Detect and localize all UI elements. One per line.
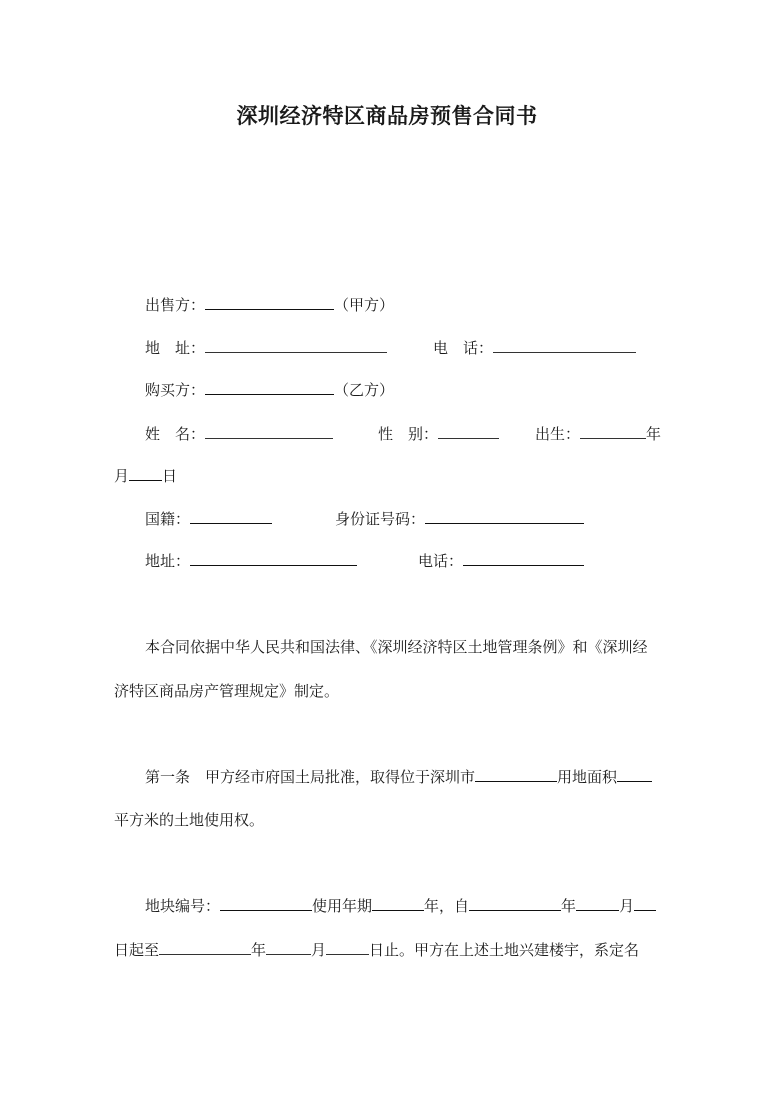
buyer-gender-label: 性 别： (378, 425, 439, 443)
buyer-phone-row (418, 551, 584, 571)
seller-phone-label: 电 话： (433, 339, 494, 357)
buyer-gender-row (378, 424, 499, 444)
buyer-birth-row (535, 424, 661, 444)
buyer-label: 购买方： (145, 381, 206, 399)
seller-address-row (145, 338, 387, 358)
plot-line-2 (114, 940, 639, 960)
nationality-row (145, 509, 272, 529)
birth-month-char: 月 (114, 467, 130, 485)
start-day-field[interactable] (634, 896, 656, 911)
day-end-text: 日止。甲方在上述土地兴建楼宇，系定名 (369, 941, 640, 959)
id-label: 身份证号码： (335, 510, 426, 528)
seller-phone-field[interactable] (493, 338, 636, 353)
buyer-name-label: 姓 名： (145, 425, 206, 443)
preamble-line-1: 本合同依据中华人民共和国法律、《深圳经济特区土地管理条例》和《深圳经 (145, 638, 648, 656)
buyer-gender-field[interactable] (438, 424, 499, 439)
article1-text-1: 第一条 甲方经市府国土局批准，取得位于深圳市 (145, 768, 476, 786)
plot-label: 地块编号： (145, 897, 221, 915)
day-start-text: 日起至 (114, 941, 160, 959)
year-from-text: 年，自 (424, 897, 470, 915)
land-location-field[interactable] (475, 767, 557, 782)
start-month-char: 月 (619, 897, 635, 915)
buyer-phone-field[interactable] (463, 551, 584, 566)
end-year-char: 年 (251, 941, 267, 959)
end-year-field[interactable] (159, 940, 251, 955)
birth-day-char: 日 (162, 467, 178, 485)
seller-name-field[interactable] (205, 295, 334, 310)
seller-row (145, 295, 394, 315)
land-area-field[interactable] (617, 767, 652, 782)
seller-party-note: （甲方） (334, 296, 395, 314)
article1-line-2: 平方米的土地使用权。 (114, 811, 265, 829)
document-title: 深圳经济特区商品房预售合同书 (236, 104, 538, 128)
id-row (335, 509, 584, 529)
use-years-field[interactable] (372, 896, 424, 911)
start-year-field[interactable] (469, 896, 561, 911)
buyer-birth-label: 出生： (535, 425, 581, 443)
nationality-label: 国籍： (145, 510, 191, 528)
nationality-field[interactable] (190, 509, 272, 524)
buyer-address-field[interactable] (190, 551, 357, 566)
seller-label: 出售方： (145, 296, 206, 314)
birth-year-field[interactable] (580, 424, 646, 439)
buyer-name-field[interactable] (205, 380, 334, 395)
end-month-char: 月 (311, 941, 327, 959)
buyer-fullname-field[interactable] (205, 424, 333, 439)
buyer-address-row (145, 551, 357, 571)
use-period-label: 使用年期 (312, 897, 373, 915)
buyer-name-row (145, 424, 333, 444)
start-year-char: 年 (561, 897, 577, 915)
start-month-field[interactable] (576, 896, 619, 911)
seller-phone-row (433, 338, 636, 358)
buyer-party-note: （乙方） (334, 381, 395, 399)
buyer-phone-label: 电话： (418, 552, 464, 570)
id-number-field[interactable] (425, 509, 584, 524)
buyer-birth-row-2 (114, 466, 177, 486)
plot-line-1 (145, 896, 656, 916)
buyer-row (145, 380, 394, 400)
article1-text-2: 用地面积 (557, 768, 618, 786)
end-day-field[interactable] (326, 940, 369, 955)
seller-address-field[interactable] (205, 338, 387, 353)
preamble-line-2: 济特区商品房产管理规定》制定。 (114, 682, 340, 700)
birth-month-field[interactable] (129, 466, 162, 481)
buyer-address-label: 地址： (145, 552, 191, 570)
end-month-field[interactable] (266, 940, 311, 955)
article1-line-1 (145, 767, 652, 787)
birth-year-char: 年 (646, 425, 662, 443)
seller-address-label: 地 址： (145, 339, 206, 357)
plot-number-field[interactable] (220, 896, 312, 911)
